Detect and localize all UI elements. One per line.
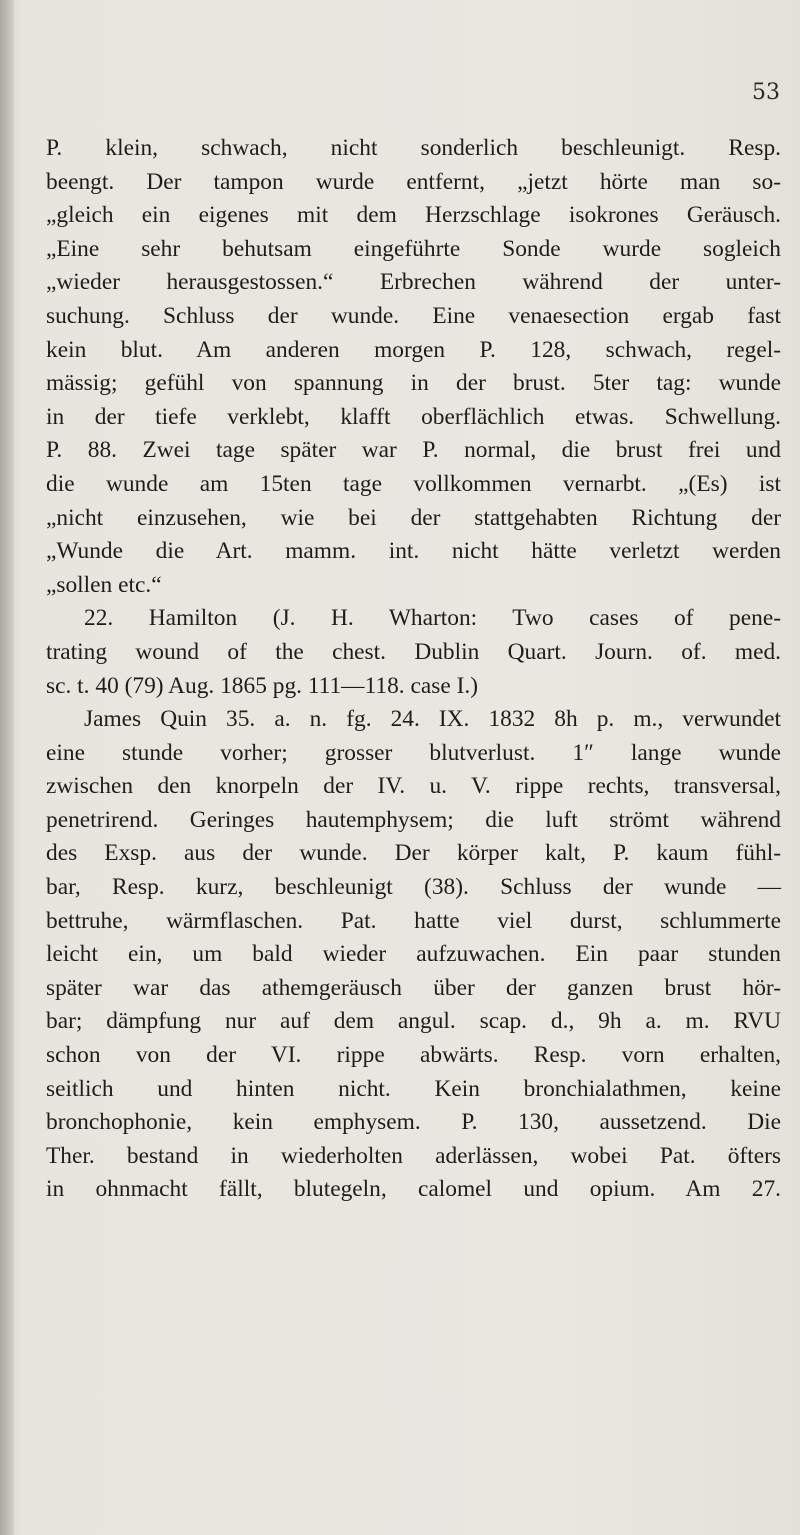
text-line: penetrirend. Geringes hautemphysem; die luft strömt während — [46, 806, 781, 833]
page-number: 53 — [752, 80, 780, 105]
text-line: „sollen etc.“ — [46, 571, 162, 598]
text-line: kein blut. Am anderen morgen P. 128, schwach, regel- — [46, 336, 781, 363]
text-line: bar; dämpfung nur auf dem angul. scap. d., 9h a. m. RVU — [46, 1008, 781, 1035]
text-line: „Wunde die Art. mamm. int. nicht hätte verletzt werden — [46, 538, 781, 565]
text-line: „wieder herausgestossen.“ Erbrechen während der unter- — [46, 269, 781, 296]
text-line: trating wound of the chest. Dublin Quart. Journ. of. med. — [46, 638, 781, 665]
text-line: seitlich und hinten nicht. Kein bronchialathmen, keine — [46, 1075, 781, 1102]
text-line: bronchophonie, kein emphysem. P. 130, aussetzend. Die — [46, 1109, 781, 1136]
text-line: beengt. Der tampon wurde entfernt, „jetzt hörte man so- — [46, 168, 781, 195]
text-line: schon von der VI. rippe abwärts. Resp. vorn erhalten, — [46, 1042, 781, 1069]
body-text — [46, 132, 781, 1207]
text-line: zwischen den knorpeln der IV. u. V. rippe rechts, transversal, — [46, 773, 781, 800]
text-line: „gleich ein eigenes mit dem Herzschlage isokrones Geräusch. — [46, 202, 781, 229]
text-line: des Exsp. aus der wunde. Der körper kalt, P. kaum fühl- — [46, 840, 781, 867]
text-line: bettruhe, wärmflaschen. Pat. hatte viel durst, schlummerte — [46, 907, 781, 934]
text-line: suchung. Schluss der wunde. Eine venaesection ergab fast — [46, 302, 781, 329]
text-line: die wunde am 15ten tage vollkommen vernarbt. „(Es) ist — [46, 470, 781, 497]
text-line: in der tiefe verklebt, klafft oberflächlich etwas. Schwellung. — [46, 403, 781, 430]
text-line: P. 88. Zwei tage später war P. normal, die brust frei und — [46, 437, 781, 464]
text-line: Ther. bestand in wiederholten aderlässen, wobei Pat. öfters — [46, 1142, 781, 1169]
text-line: sc. t. 40 (79) Aug. 1865 pg. 111—118. case I.) — [46, 672, 479, 699]
text-line: „nicht einzusehen, wie bei der stattgehabten Richtung der — [46, 504, 781, 531]
text-line: leicht ein, um bald wieder aufzuwachen. Ein paar stunden — [46, 941, 781, 968]
section-heading-line: 22. Hamilton (J. H. Wharton: Two cases of pene- — [84, 605, 781, 632]
text-line: bar, Resp. kurz, beschleunigt (38). Schluss der wunde — — [46, 874, 781, 901]
page-binding-edge — [0, 0, 14, 1535]
text-line: später war das athemgeräusch über der ganzen brust hör- — [46, 974, 781, 1001]
text-line: eine stunde vorher; grosser blutverlust. 1″ lange wunde — [46, 739, 781, 766]
text-line: James Quin 35. a. n. fg. 24. IX. 1832 8h p. m., verwundet — [84, 706, 781, 733]
text-line: mässig; gefühl von spannung in der brust. 5ter tag: wunde — [46, 370, 781, 397]
text-line: in ohnmacht fällt, blutegeln, calomel und opium. Am 27. — [46, 1176, 781, 1203]
text-line: „Eine sehr behutsam eingeführte Sonde wurde sogleich — [46, 235, 781, 262]
text-line: P. klein, schwach, nicht sonderlich beschleunigt. Resp. — [46, 135, 781, 161]
